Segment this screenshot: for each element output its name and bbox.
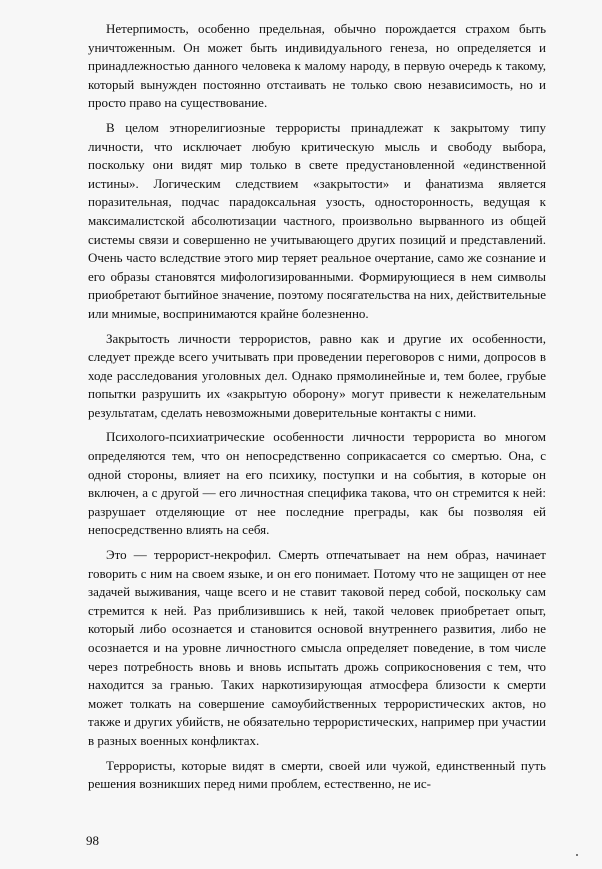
paragraph-5: Это — террорист-некрофил. Смерть отпечатывает на нем образ, начинает говорить с ним на своем языке, и он его понимает. Потому что не защищен от нее задачей выживания, чаще всего и не ставит таковой перед собой, поскольку сам стремится к ней. Раз приблизившись к ней, такой человек приобретает опыт, который либо осознается и становится основой внутреннего развития, либо не осознается и на уровне личностного смысла определяет поведение, в том числе через потребность вновь и вновь испытать дрожь соприкосновения с тем, что находится за гранью. Таких наркотизирующая атмосфера близости к смерти может толкать на совершение самоубийственных террористических актов, но также и других убийств, не обязательно террористических, например при участии в разных военных конфликтах.	[88, 547, 546, 748]
paragraph-2: В целом этнорелигиозные террористы принадлежат к закрытому типу личности, что исключает любую критическую мысль и свободу выбора, поскольку они видят мир только в свете предустановленной «единственной истины». Логическим следствием «закрытости» и фанатизма является поразительная, подчас парадоксальная узость, односторонность, ведущая к максималистской абсолютизации частного, произвольно вырванного из общей системы связи и совершенно не учитывающего других позиций и представлений. Очень часто вследствие этого мир теряет реальное очертание, само же сознание и его образы становятся мифологизированными. Формирующиеся в нем символы приобретают бытийное значение, поэтому посягательства на них, действительные или мнимые, воспринимаются крайне болезненно.	[88, 119, 546, 321]
page-body-text	[88, 20, 546, 800]
scan-speck	[576, 854, 578, 856]
paragraph-6: Террористы, которые видят в смерти, своей или чужой, единственный путь решения возникших перед ними проблем, естественно, не ис-	[88, 757, 546, 792]
paragraph-1: Нетерпимость, особенно предельная, обычно порождается страхом быть уничтоженным. Он может быть индивидуального генеза, но определяется и принадлежностью данного человека к малому народу, в первую очередь к такому, который вынужден постоянно отстаивать не только свою независимость, но и просто право на существование.	[88, 21, 546, 111]
paragraph-4: Психолого-психиатрические особенности личности террориста во многом определяются тем, что он непосредственно соприкасается со смертью. Она, с одной стороны, влияет на его психику, поступки и на события, в которые он включен, а с другой — его личностная специфика такова, что он стремится к ней: разрушает отделяющие от нее последние преграды, как бы позволяя ей непосредственно влиять на себя.	[88, 429, 546, 538]
page-number: 98	[86, 833, 99, 848]
paragraph-3: Закрытость личности террористов, равно как и другие их особенности, следует прежде всего учитывать при проведении переговоров с ними, допросов в ходе расследования уголовных дел. Однако прямолинейные и, тем более, грубые попытки разрушить их «закрытую оборону» могут привести к нежелательным результатам, сделать невозможными доверительные контакты с ними.	[88, 330, 546, 420]
